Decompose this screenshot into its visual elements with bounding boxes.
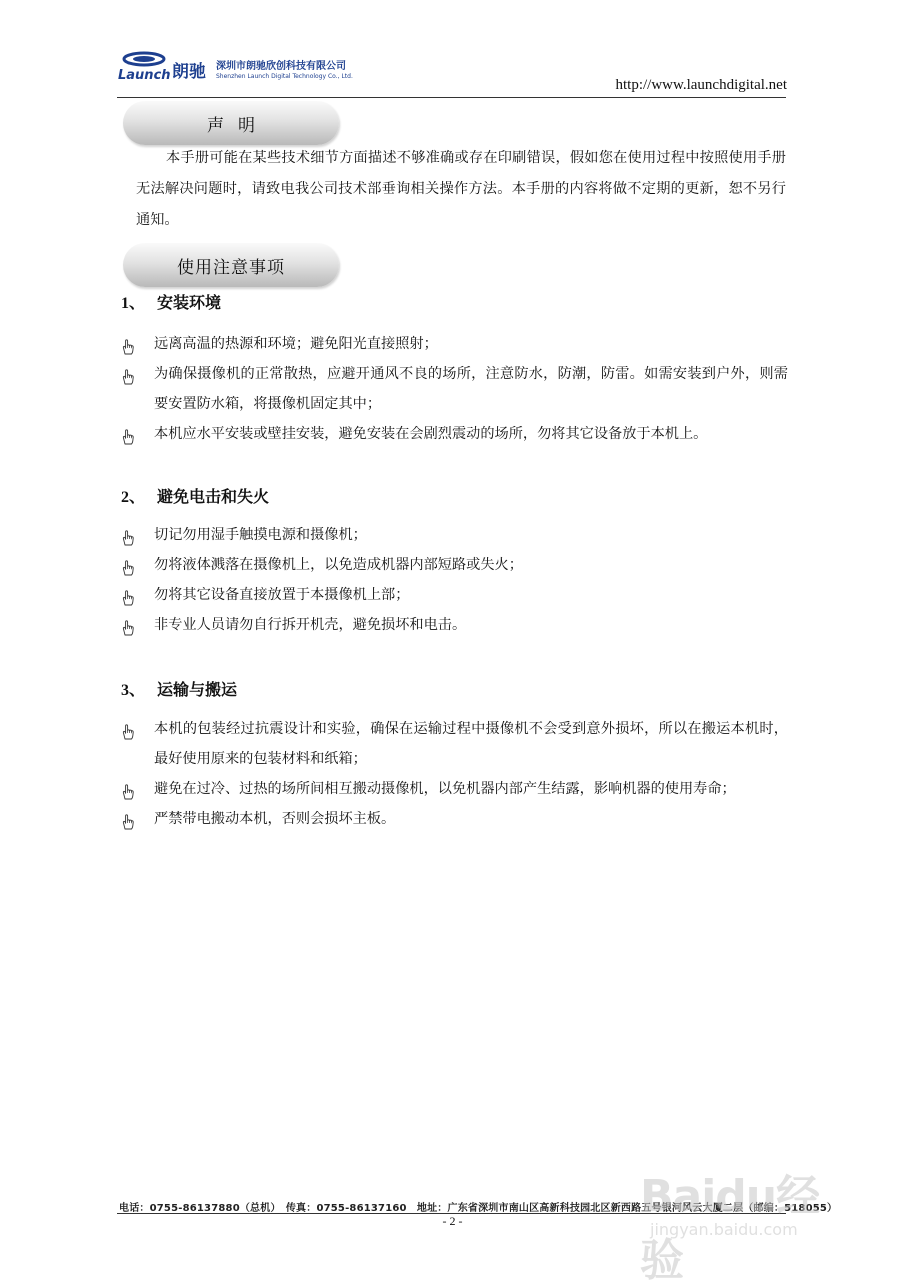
notes-title: 使用注意事项 bbox=[123, 243, 339, 287]
list-item bbox=[118, 359, 788, 419]
hand-pointer-icon bbox=[121, 617, 135, 633]
list-item-text: 本机的包装经过抗震设计和实验，确保在运输过程中摄像机不会受到意外损坏，所以在搬运本机时，最好使用原来的包装材料和纸箱； bbox=[154, 721, 788, 767]
footer-contact: 电话：0755-86137880（总机） 传真：0755-86137160 地址：广东省深圳市南山区高新科技园北区新西路五号银河风云大厦二层（邮编：518055） bbox=[119, 1203, 838, 1214]
section-heading-installation bbox=[121, 290, 221, 313]
statement-title: 声明 bbox=[123, 101, 339, 145]
section-heading-transport bbox=[121, 677, 237, 700]
list-item-text: 勿将液体溅落在摄像机上，以免造成机器内部短路或失火； bbox=[154, 557, 523, 573]
hand-pointer-icon bbox=[121, 336, 135, 352]
hand-pointer-icon bbox=[121, 366, 135, 382]
website-url[interactable]: http://www.launchdigital.net bbox=[615, 77, 787, 93]
watermark-url: jingyan.baidu.com bbox=[650, 1220, 798, 1239]
list-item-text: 非专业人员请勿自行拆开机壳，避免损坏和电击。 bbox=[154, 617, 467, 633]
logo-company-en: Shenzhen Launch Digital Technology Co., Ltd. bbox=[216, 73, 353, 80]
list-item-text: 本机应水平安装或壁挂安装，避免安装在会剧烈震动的场所，勿将其它设备放于本机上。 bbox=[154, 426, 708, 442]
list-item bbox=[118, 580, 788, 610]
list-item bbox=[118, 550, 788, 580]
electric-safety-list bbox=[118, 520, 788, 640]
list-item-text: 勿将其它设备直接放置于本摄像机上部； bbox=[154, 587, 410, 603]
watermark bbox=[640, 1142, 860, 1286]
hand-pointer-icon bbox=[121, 557, 135, 573]
list-item-text: 严禁带电搬动本机，否则会损坏主板。 bbox=[154, 811, 396, 827]
watermark-brand: Baidu经验 bbox=[640, 1171, 820, 1286]
hand-pointer-icon bbox=[121, 426, 135, 442]
statement-paragraph: 本手册可能在某些技术细节方面描述不够准确或存在印刷错误，假如您在使用过程中按照使用手册无法解决问题时，请致电我公司技术部垂询相关操作方法。本手册的内容将做不定期的更新，恕不另行通知。 bbox=[136, 150, 786, 228]
installation-list bbox=[118, 329, 788, 449]
list-item-text: 远离高温的热源和环境；避免阳光直接照射； bbox=[154, 336, 438, 352]
list-item bbox=[118, 419, 788, 449]
section-title: 避免电击和失火 bbox=[157, 487, 270, 506]
section-number: 3、 bbox=[121, 682, 146, 699]
list-item-text: 为确保摄像机的正常散热，应避开通风不良的场所，注意防水，防潮，防雷。如需安装到户外，则需要安置防水箱，将摄像机固定其中； bbox=[154, 366, 788, 412]
list-item bbox=[118, 520, 788, 550]
hand-pointer-icon bbox=[121, 721, 135, 737]
launch-logo-icon bbox=[118, 50, 353, 84]
list-item bbox=[118, 329, 788, 359]
section-number: 2、 bbox=[121, 489, 146, 506]
section-number: 1、 bbox=[121, 295, 146, 312]
section-title: 安装环境 bbox=[157, 293, 222, 312]
list-item bbox=[118, 774, 788, 804]
page-number: - 2 - bbox=[442, 1214, 463, 1228]
hand-pointer-icon bbox=[121, 587, 135, 603]
hand-pointer-icon bbox=[121, 527, 135, 543]
section-heading-electric-safety bbox=[121, 484, 269, 507]
logo-brand-en: Launch bbox=[118, 68, 171, 83]
hand-pointer-icon bbox=[121, 811, 135, 827]
list-item bbox=[118, 610, 788, 640]
list-item bbox=[118, 804, 788, 834]
logo-brand-cn: 朗驰 bbox=[172, 62, 206, 82]
list-item-text: 切记勿用湿手触摸电源和摄像机； bbox=[154, 527, 367, 543]
header-divider bbox=[117, 97, 786, 98]
logo-company-cn: 深圳市朗驰欣创科技有限公司 bbox=[216, 61, 346, 72]
list-item bbox=[118, 714, 788, 774]
list-item-text: 避免在过冷、过热的场所间相互搬动摄像机，以免机器内部产生结露，影响机器的使用寿命； bbox=[154, 781, 736, 797]
hand-pointer-icon bbox=[121, 781, 135, 797]
company-logo bbox=[118, 50, 353, 84]
transport-list bbox=[118, 714, 788, 834]
section-title: 运输与搬运 bbox=[157, 680, 238, 699]
